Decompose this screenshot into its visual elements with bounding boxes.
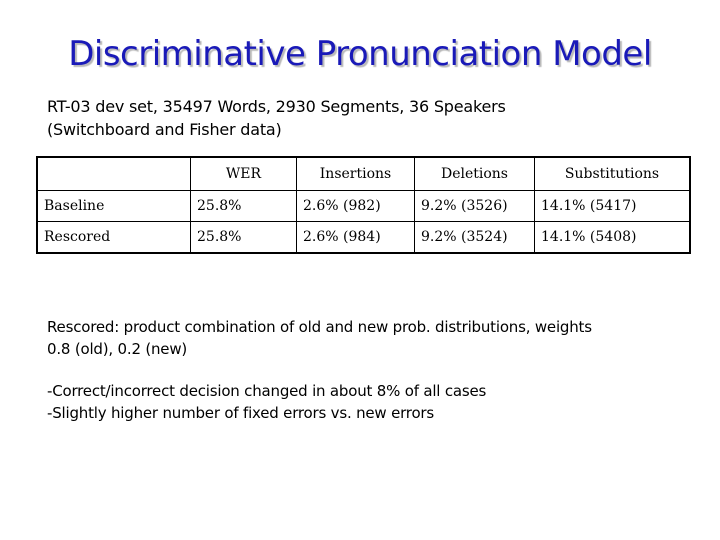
baseline-insertions: 2.6% (982) (297, 191, 415, 222)
row-label-baseline: Baseline (37, 191, 191, 222)
results-table (36, 156, 691, 254)
slide-title: Discriminative Pronunciation Model (68, 34, 652, 74)
rescoring-note (47, 316, 687, 360)
rescored-deletions: 9.2% (3524) (415, 222, 535, 254)
note-line-1: Rescored: product combination of old and new prob. distributions, weights (47, 318, 592, 336)
table-row (37, 191, 690, 222)
rescored-wer: 25.8% (191, 222, 297, 254)
header-empty-cell (37, 157, 191, 191)
baseline-substitutions: 14.1% (5417) (535, 191, 691, 222)
table-row (37, 222, 690, 254)
dataset-line-1: RT-03 dev set, 35497 Words, 2930 Segments, 36 Speakers (47, 97, 506, 116)
rescored-substitutions: 14.1% (5408) (535, 222, 691, 254)
baseline-deletions: 9.2% (3526) (415, 191, 535, 222)
findings-list (47, 380, 687, 424)
list-item: -Correct/incorrect decision changed in about 8% of all cases (47, 382, 487, 400)
dataset-description (47, 95, 687, 141)
header-wer: WER (191, 157, 297, 191)
note-line-2: 0.8 (old), 0.2 (new) (47, 340, 188, 358)
rescored-insertions: 2.6% (984) (297, 222, 415, 254)
table-header-row (37, 157, 690, 191)
header-deletions: Deletions (415, 157, 535, 191)
header-insertions: Insertions (297, 157, 415, 191)
dataset-line-2: (Switchboard and Fisher data) (47, 120, 282, 139)
list-item: -Slightly higher number of fixed errors vs. new errors (47, 404, 435, 422)
baseline-wer: 25.8% (191, 191, 297, 222)
row-label-rescored: Rescored (37, 222, 191, 254)
header-substitutions: Substitutions (535, 157, 691, 191)
